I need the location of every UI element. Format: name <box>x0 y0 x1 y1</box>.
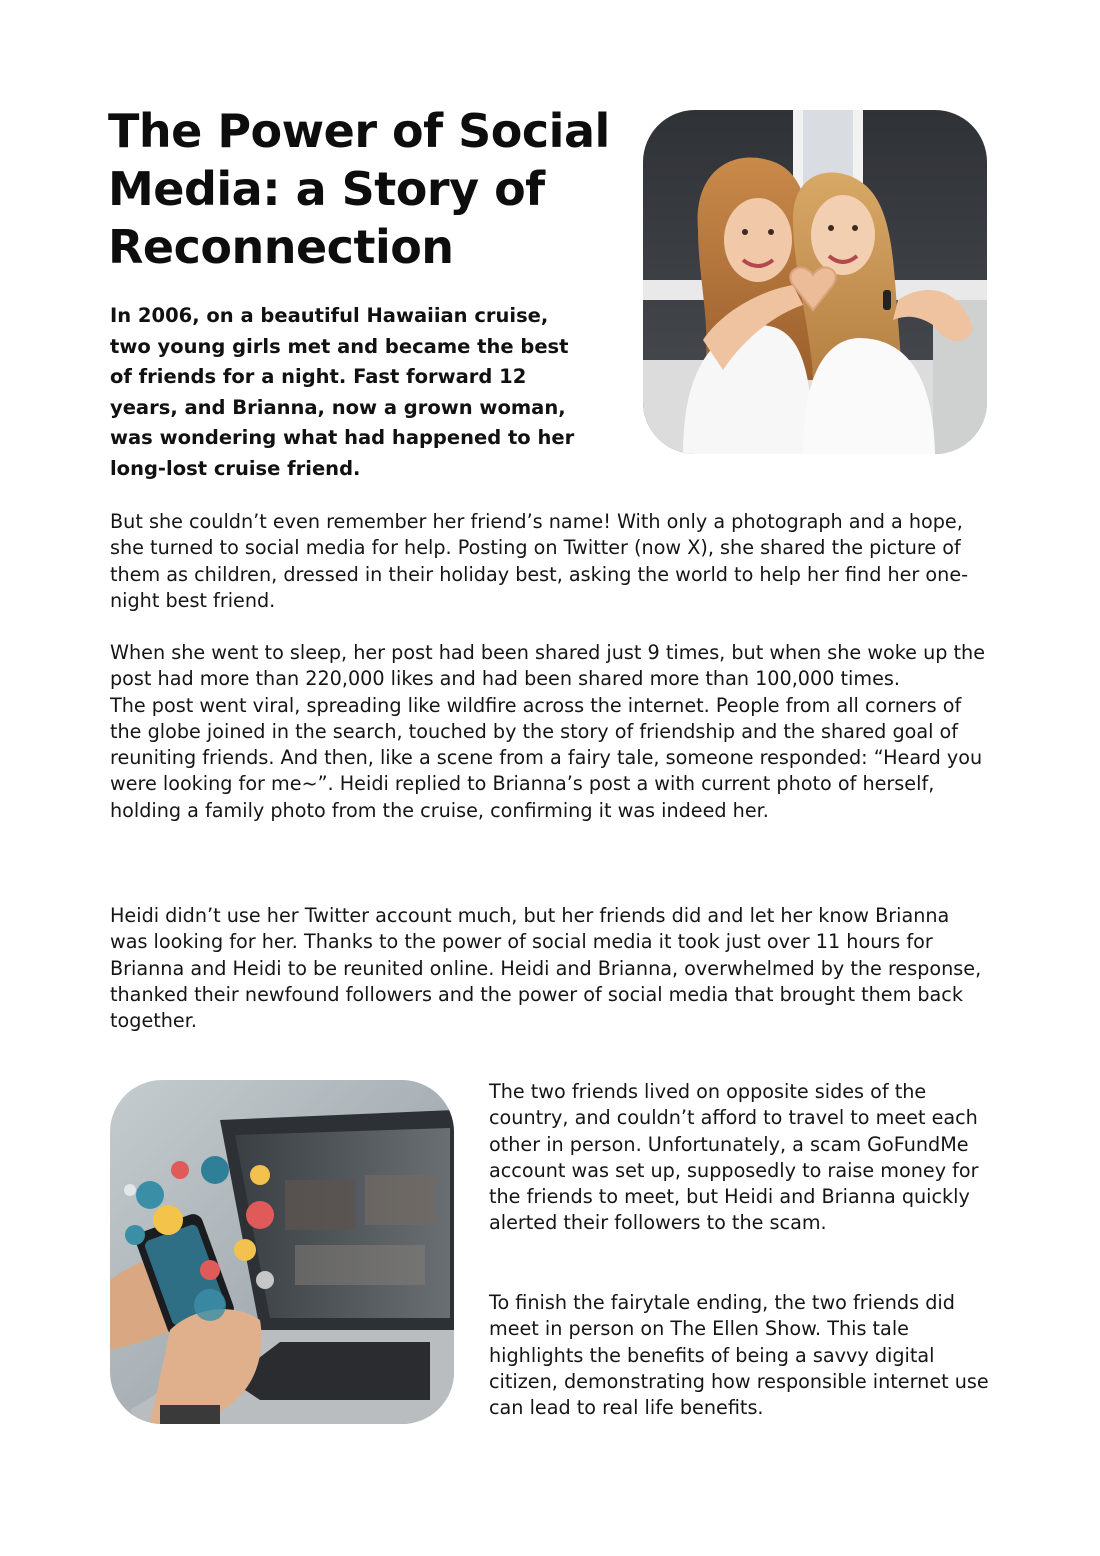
paragraph-3: Heidi didn’t use her Twitter account much, but her friends did and let her know Brianna was looking for her. Thanks to the power of social media it took just over 11 hours for Brianna and Heidi to be reunited online. Heidi and Brianna, overwhelmed by the response, thanked their newfound followers and the power of social media that brought them back together. <box>110 904 982 1033</box>
paragraph-5: To finish the fairytale ending, the two friends did meet in person on The Ellen Show. This tale highlights the benefits of being a savvy digital citizen, demonstrating how responsible internet use can lead to real life benefits. <box>489 1291 989 1420</box>
paragraph-2b: The post went viral, spreading like wildfire across the internet. People from all corners of the globe joined in the search, touched by the story of friendship and the shared goal of reuniting friends. And then, like a scene from a fairy tale, someone responded: “Heard you were looking for me~”. Heidi replied to Brianna’s post a with current photo of herself, holding a family photo from the cruise, confirming it was indeed her. <box>110 693 983 822</box>
paragraph-2a: When she went to sleep, her post had been shared just 9 times, but when she woke up the post had more than 220,000 likes and had been shared more than 100,000 times. <box>110 641 986 691</box>
laptop-photo <box>110 1080 454 1424</box>
paragraph-1: But she couldn’t even remember her friend’s name! With only a photograph and a hope, she turned to social media for help. Posting on Twitter (now X), she shared the picture of them as children, dressed in their holiday best, asking the world to help her find her one-night best friend. <box>110 510 969 612</box>
article-title: The Power of Social Media: a Story of Reconnection <box>108 104 610 274</box>
paragraph-4: The two friends lived on opposite sides of the country, and couldn’t afford to travel to meet each other in person. Unfortunately, a scam GoFundMe account was set up, supposedly to raise money for the friends to meet, but Heidi and Brianna quickly alerted their followers to the scam. <box>489 1080 979 1235</box>
friends-photo <box>643 110 987 454</box>
two-friends-heart-hands-photo-icon <box>643 110 987 454</box>
laptop-phone-social-icons-photo-icon <box>110 1080 454 1424</box>
article-lede: In 2006, on a beautiful Hawaiian cruise, two young girls met and became the best of friends for a night. Fast forward 12 years, and Brianna, now a grown woman, was wondering what had happened to her long-lost cruise friend. <box>110 304 575 480</box>
paragraph-2 <box>110 640 990 824</box>
